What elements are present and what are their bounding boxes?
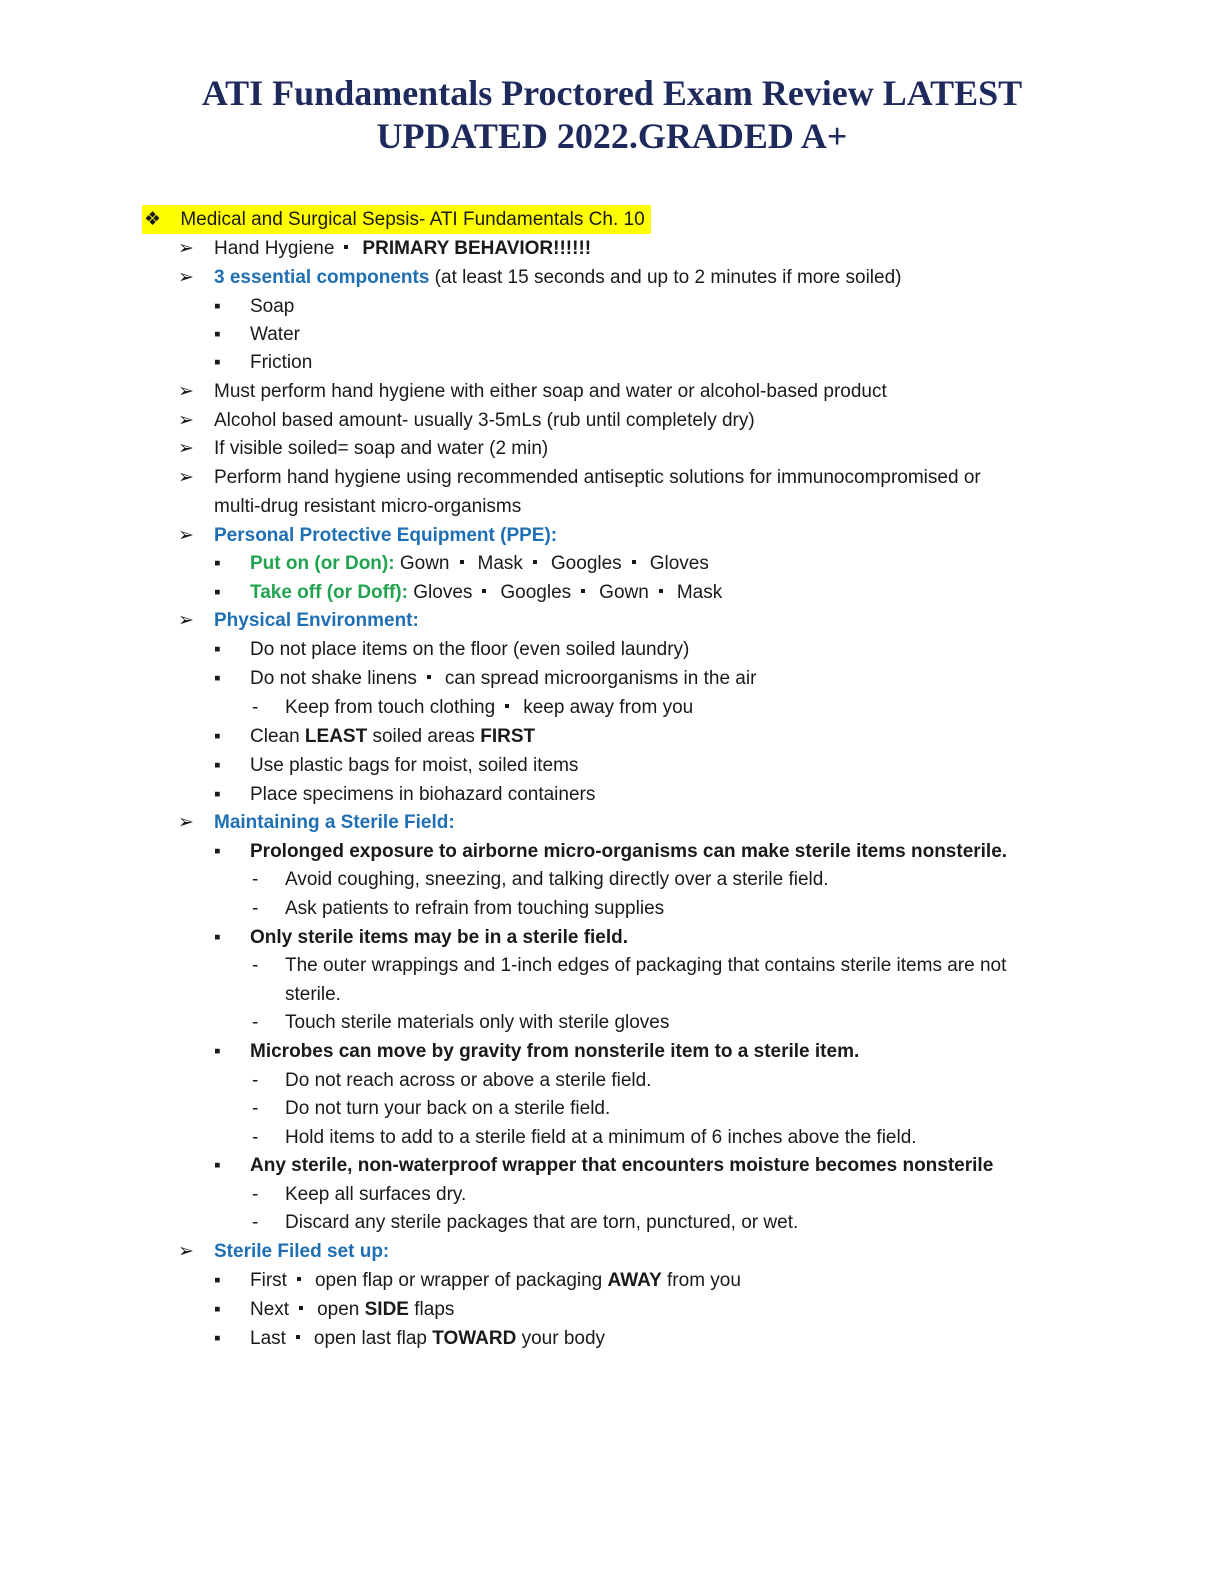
square-bullet-icon: ▪ xyxy=(214,639,221,660)
square-bullet-icon: ▪ xyxy=(214,1155,221,1176)
setup-step-emph: SIDE xyxy=(364,1299,409,1320)
dash-bullet-icon: - xyxy=(252,898,259,919)
title-line-1: ATI Fundamentals Proctored Exam Review LATEST xyxy=(201,73,1023,113)
setup-step-text: open flap or wrapper of packaging xyxy=(314,1270,608,1291)
sterile-subpoint: Hold items to add to a sterile field at a minimum of 6 inches above the field. xyxy=(285,1127,917,1148)
clean-emph-least: LEAST xyxy=(304,726,368,747)
sterile-subpoint: Keep all surfaces dry. xyxy=(285,1184,467,1205)
setup-step-label: Next xyxy=(250,1299,290,1320)
component-item: Water xyxy=(250,324,300,345)
arrow-bullet-icon: ➢ xyxy=(178,525,194,546)
sterile-point: Prolonged exposure to airborne micro-organisms can make sterile items nonsterile. xyxy=(250,841,1008,862)
arrow-bullet-icon: ➢ xyxy=(178,812,194,833)
sterile-subpoint: Do not reach across or above a sterile field. xyxy=(285,1070,652,1091)
specimens-text: Place specimens in biohazard containers xyxy=(250,784,596,805)
component-item: Friction xyxy=(250,352,313,373)
setup-step-text: open xyxy=(317,1299,365,1320)
visible-soiled-text: If visible soiled= soap and water (2 min) xyxy=(214,438,549,459)
dash-bullet-icon: - xyxy=(252,1012,259,1033)
arrow-bullet-icon: ➢ xyxy=(178,467,194,488)
separator-icon xyxy=(659,589,663,593)
dash-bullet-icon: - xyxy=(252,1184,259,1205)
dash-bullet-icon: - xyxy=(252,955,259,976)
sterile-subpoint: Discard any sterile packages that are torn, punctured, or wet. xyxy=(285,1212,799,1233)
sterile-point: Microbes can move by gravity from nonsterile item to a sterile item. xyxy=(250,1041,860,1062)
don-item: Gloves xyxy=(649,553,709,574)
doff-label: Take off (or Doff): xyxy=(250,582,408,603)
square-bullet-icon: ▪ xyxy=(214,324,221,345)
sterile-subpoint: The outer wrappings and 1-inch edges of packaging that contains sterile items are not xyxy=(285,955,1007,976)
dash-bullet-icon: - xyxy=(252,697,259,718)
dash-bullet-icon: - xyxy=(252,1070,259,1091)
doff-item: Mask xyxy=(676,582,723,603)
square-bullet-icon: ▪ xyxy=(214,352,221,373)
don-item: Gown xyxy=(399,553,450,574)
ppe-heading: Personal Protective Equipment (PPE): xyxy=(214,525,558,546)
clean-text: Clean xyxy=(250,726,305,747)
sterile-subpoint-continued: sterile. xyxy=(285,984,341,1005)
dash-bullet-icon: - xyxy=(252,1212,259,1233)
component-item: Soap xyxy=(250,296,295,317)
setup-step-text: open last flap xyxy=(313,1328,433,1349)
sterile-point: Only sterile items may be in a sterile field. xyxy=(250,927,629,948)
setup-step-text-end: flaps xyxy=(408,1299,455,1320)
shake-reason: can spread microorganisms in the air xyxy=(444,668,757,689)
separator-icon xyxy=(344,245,348,249)
square-bullet-icon: ▪ xyxy=(214,1299,221,1320)
hand-hygiene-label: Hand Hygiene xyxy=(214,238,335,259)
sterile-heading: Maintaining a Sterile Field: xyxy=(214,812,455,833)
title-line-2: UPDATED 2022.GRADED A+ xyxy=(376,116,848,156)
components-label: 3 essential components xyxy=(214,267,430,288)
separator-icon xyxy=(581,589,585,593)
separator-icon xyxy=(533,560,537,564)
dash-bullet-icon: - xyxy=(252,1127,259,1148)
diamond-bullet-icon: ❖ xyxy=(144,209,162,230)
section-heading: Medical and Surgical Sepsis- ATI Fundamentals Ch. 10 xyxy=(180,209,645,230)
separator-icon xyxy=(460,560,464,564)
setup-step-text-end: your body xyxy=(516,1328,606,1349)
doff-item: Googles xyxy=(500,582,572,603)
dash-bullet-icon: - xyxy=(252,869,259,890)
arrow-bullet-icon: ➢ xyxy=(178,381,194,402)
separator-icon xyxy=(299,1306,303,1310)
alcohol-text: Alcohol based amount- usually 3-5mLs (rub until completely dry) xyxy=(214,410,755,431)
sterile-point: Any sterile, non-waterproof wrapper that encounters moisture becomes nonsterile xyxy=(250,1155,994,1176)
separator-icon xyxy=(505,704,509,708)
section-heading-highlight xyxy=(142,205,651,234)
setup-step-label: First xyxy=(250,1270,287,1291)
shake-text: Do not shake linens xyxy=(250,668,417,689)
touch-text: Keep from touch clothing xyxy=(285,697,496,718)
arrow-bullet-icon: ➢ xyxy=(178,267,194,288)
don-item: Googles xyxy=(550,553,622,574)
don-item: Mask xyxy=(477,553,523,574)
separator-icon xyxy=(427,675,431,679)
must-perform-text: Must perform hand hygiene with either soap and water or alcohol-based product xyxy=(214,381,887,402)
square-bullet-icon: ▪ xyxy=(214,841,221,862)
separator-icon xyxy=(297,1277,301,1281)
hand-hygiene-emphasis: PRIMARY BEHAVIOR!!!!!! xyxy=(362,238,592,259)
don-label: Put on (or Don): xyxy=(250,553,395,574)
dash-bullet-icon: - xyxy=(252,1098,259,1119)
sterile-subpoint: Ask patients to refrain from touching supplies xyxy=(285,898,665,919)
separator-icon xyxy=(482,589,486,593)
square-bullet-icon: ▪ xyxy=(214,927,221,948)
arrow-bullet-icon: ➢ xyxy=(178,438,194,459)
arrow-bullet-icon: ➢ xyxy=(178,1241,194,1262)
doff-item: Gown xyxy=(599,582,649,603)
doff-item: Gloves xyxy=(413,582,473,603)
clean-text-mid: soiled areas xyxy=(367,726,481,747)
components-detail: (at least 15 seconds and up to 2 minutes if more soiled) xyxy=(429,267,902,288)
setup-step-text-end: from you xyxy=(661,1270,741,1291)
square-bullet-icon: ▪ xyxy=(214,755,221,776)
document-title xyxy=(0,72,1224,158)
sterile-subpoint: Avoid coughing, sneezing, and talking directly over a sterile field. xyxy=(285,869,829,890)
square-bullet-icon: ▪ xyxy=(214,784,221,805)
square-bullet-icon: ▪ xyxy=(214,668,221,689)
clean-emph-first: FIRST xyxy=(480,726,536,747)
separator-icon xyxy=(296,1335,300,1339)
setup-step-emph: TOWARD xyxy=(432,1328,517,1349)
square-bullet-icon: ▪ xyxy=(214,726,221,747)
arrow-bullet-icon: ➢ xyxy=(178,238,194,259)
square-bullet-icon: ▪ xyxy=(214,296,221,317)
arrow-bullet-icon: ➢ xyxy=(178,410,194,431)
setup-heading: Sterile Filed set up: xyxy=(214,1241,390,1262)
sterile-subpoint: Touch sterile materials only with sterile gloves xyxy=(285,1012,670,1033)
setup-step-emph: AWAY xyxy=(607,1270,662,1291)
square-bullet-icon: ▪ xyxy=(214,553,221,574)
touch-reason: keep away from you xyxy=(523,697,694,718)
antiseptic-text-continued: multi-drug resistant micro-organisms xyxy=(214,496,522,517)
antiseptic-text: Perform hand hygiene using recommended antiseptic solutions for immunocompromised or xyxy=(214,467,981,488)
setup-step-label: Last xyxy=(250,1328,286,1349)
bags-text: Use plastic bags for moist, soiled items xyxy=(250,755,579,776)
square-bullet-icon: ▪ xyxy=(214,1041,221,1062)
arrow-bullet-icon: ➢ xyxy=(178,610,194,631)
floor-text: Do not place items on the floor (even soiled laundry) xyxy=(250,639,690,660)
separator-icon xyxy=(632,560,636,564)
square-bullet-icon: ▪ xyxy=(214,1328,221,1349)
environment-heading: Physical Environment: xyxy=(214,610,419,631)
sterile-subpoint: Do not turn your back on a sterile field. xyxy=(285,1098,611,1119)
square-bullet-icon: ▪ xyxy=(214,582,221,603)
square-bullet-icon: ▪ xyxy=(214,1270,221,1291)
